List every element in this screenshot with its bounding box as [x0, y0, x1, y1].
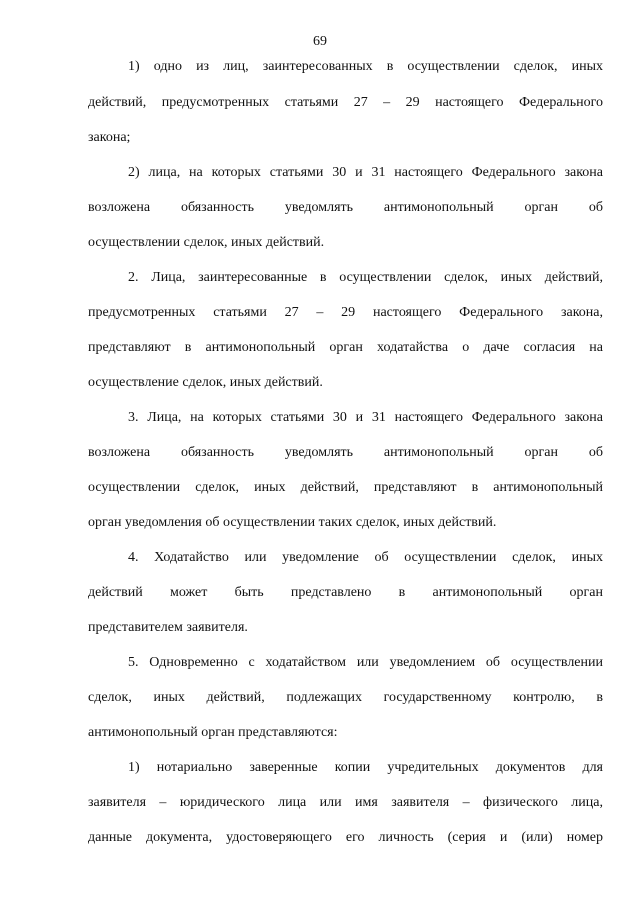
page-number: 69	[313, 34, 327, 49]
text-line: сделок, иных действий, подлежащих государственному контролю, в	[88, 690, 603, 705]
text-line: действий, предусмотренных статьями 27 – 29 настоящего Федерального	[88, 95, 603, 110]
text-line: осуществление сделок, иных действий.	[88, 375, 323, 390]
text-line: орган уведомления об осуществлении таких сделок, иных действий.	[88, 515, 497, 530]
text-line: 5. Одновременно с ходатайством или уведомлением об осуществлении	[128, 655, 603, 670]
text-line: осуществлении сделок, иных действий, представляют в антимонопольный	[88, 480, 603, 495]
text-line: заявителя – юридического лица или имя заявителя – физического лица,	[88, 795, 603, 810]
text-line: 1) одно из лиц, заинтересованных в осуществлении сделок, иных	[128, 59, 603, 74]
text-line: представляют в антимонопольный орган ходатайства о даче согласия на	[88, 340, 603, 355]
text-line: предусмотренных статьями 27 – 29 настоящего Федерального закона,	[88, 305, 603, 320]
text-line: 2) лица, на которых статьями 30 и 31 настоящего Федерального закона	[128, 165, 603, 180]
text-line: осуществлении сделок, иных действий.	[88, 235, 325, 250]
text-line: возложена обязанность уведомлять антимонопольный орган об	[88, 200, 603, 215]
text-line: возложена обязанность уведомлять антимонопольный орган об	[88, 445, 603, 460]
text-line: 2. Лица, заинтересованные в осуществлении сделок, иных действий,	[128, 270, 603, 285]
text-line: представителем заявителя.	[88, 620, 248, 635]
text-line: антимонопольный орган представляются:	[88, 725, 338, 740]
text-line: 4. Ходатайство или уведомление об осуществлении сделок, иных	[128, 550, 603, 565]
text-line: данные документа, удостоверяющего его личность (серия и (или) номер	[88, 830, 603, 845]
text-line: действий может быть представлено в антимонопольный орган	[88, 585, 603, 600]
text-line: 3. Лица, на которых статьями 30 и 31 настоящего Федерального закона	[128, 410, 603, 425]
text-line: 1) нотариально заверенные копии учредительных документов для	[128, 760, 603, 775]
text-line: закона;	[88, 130, 131, 145]
